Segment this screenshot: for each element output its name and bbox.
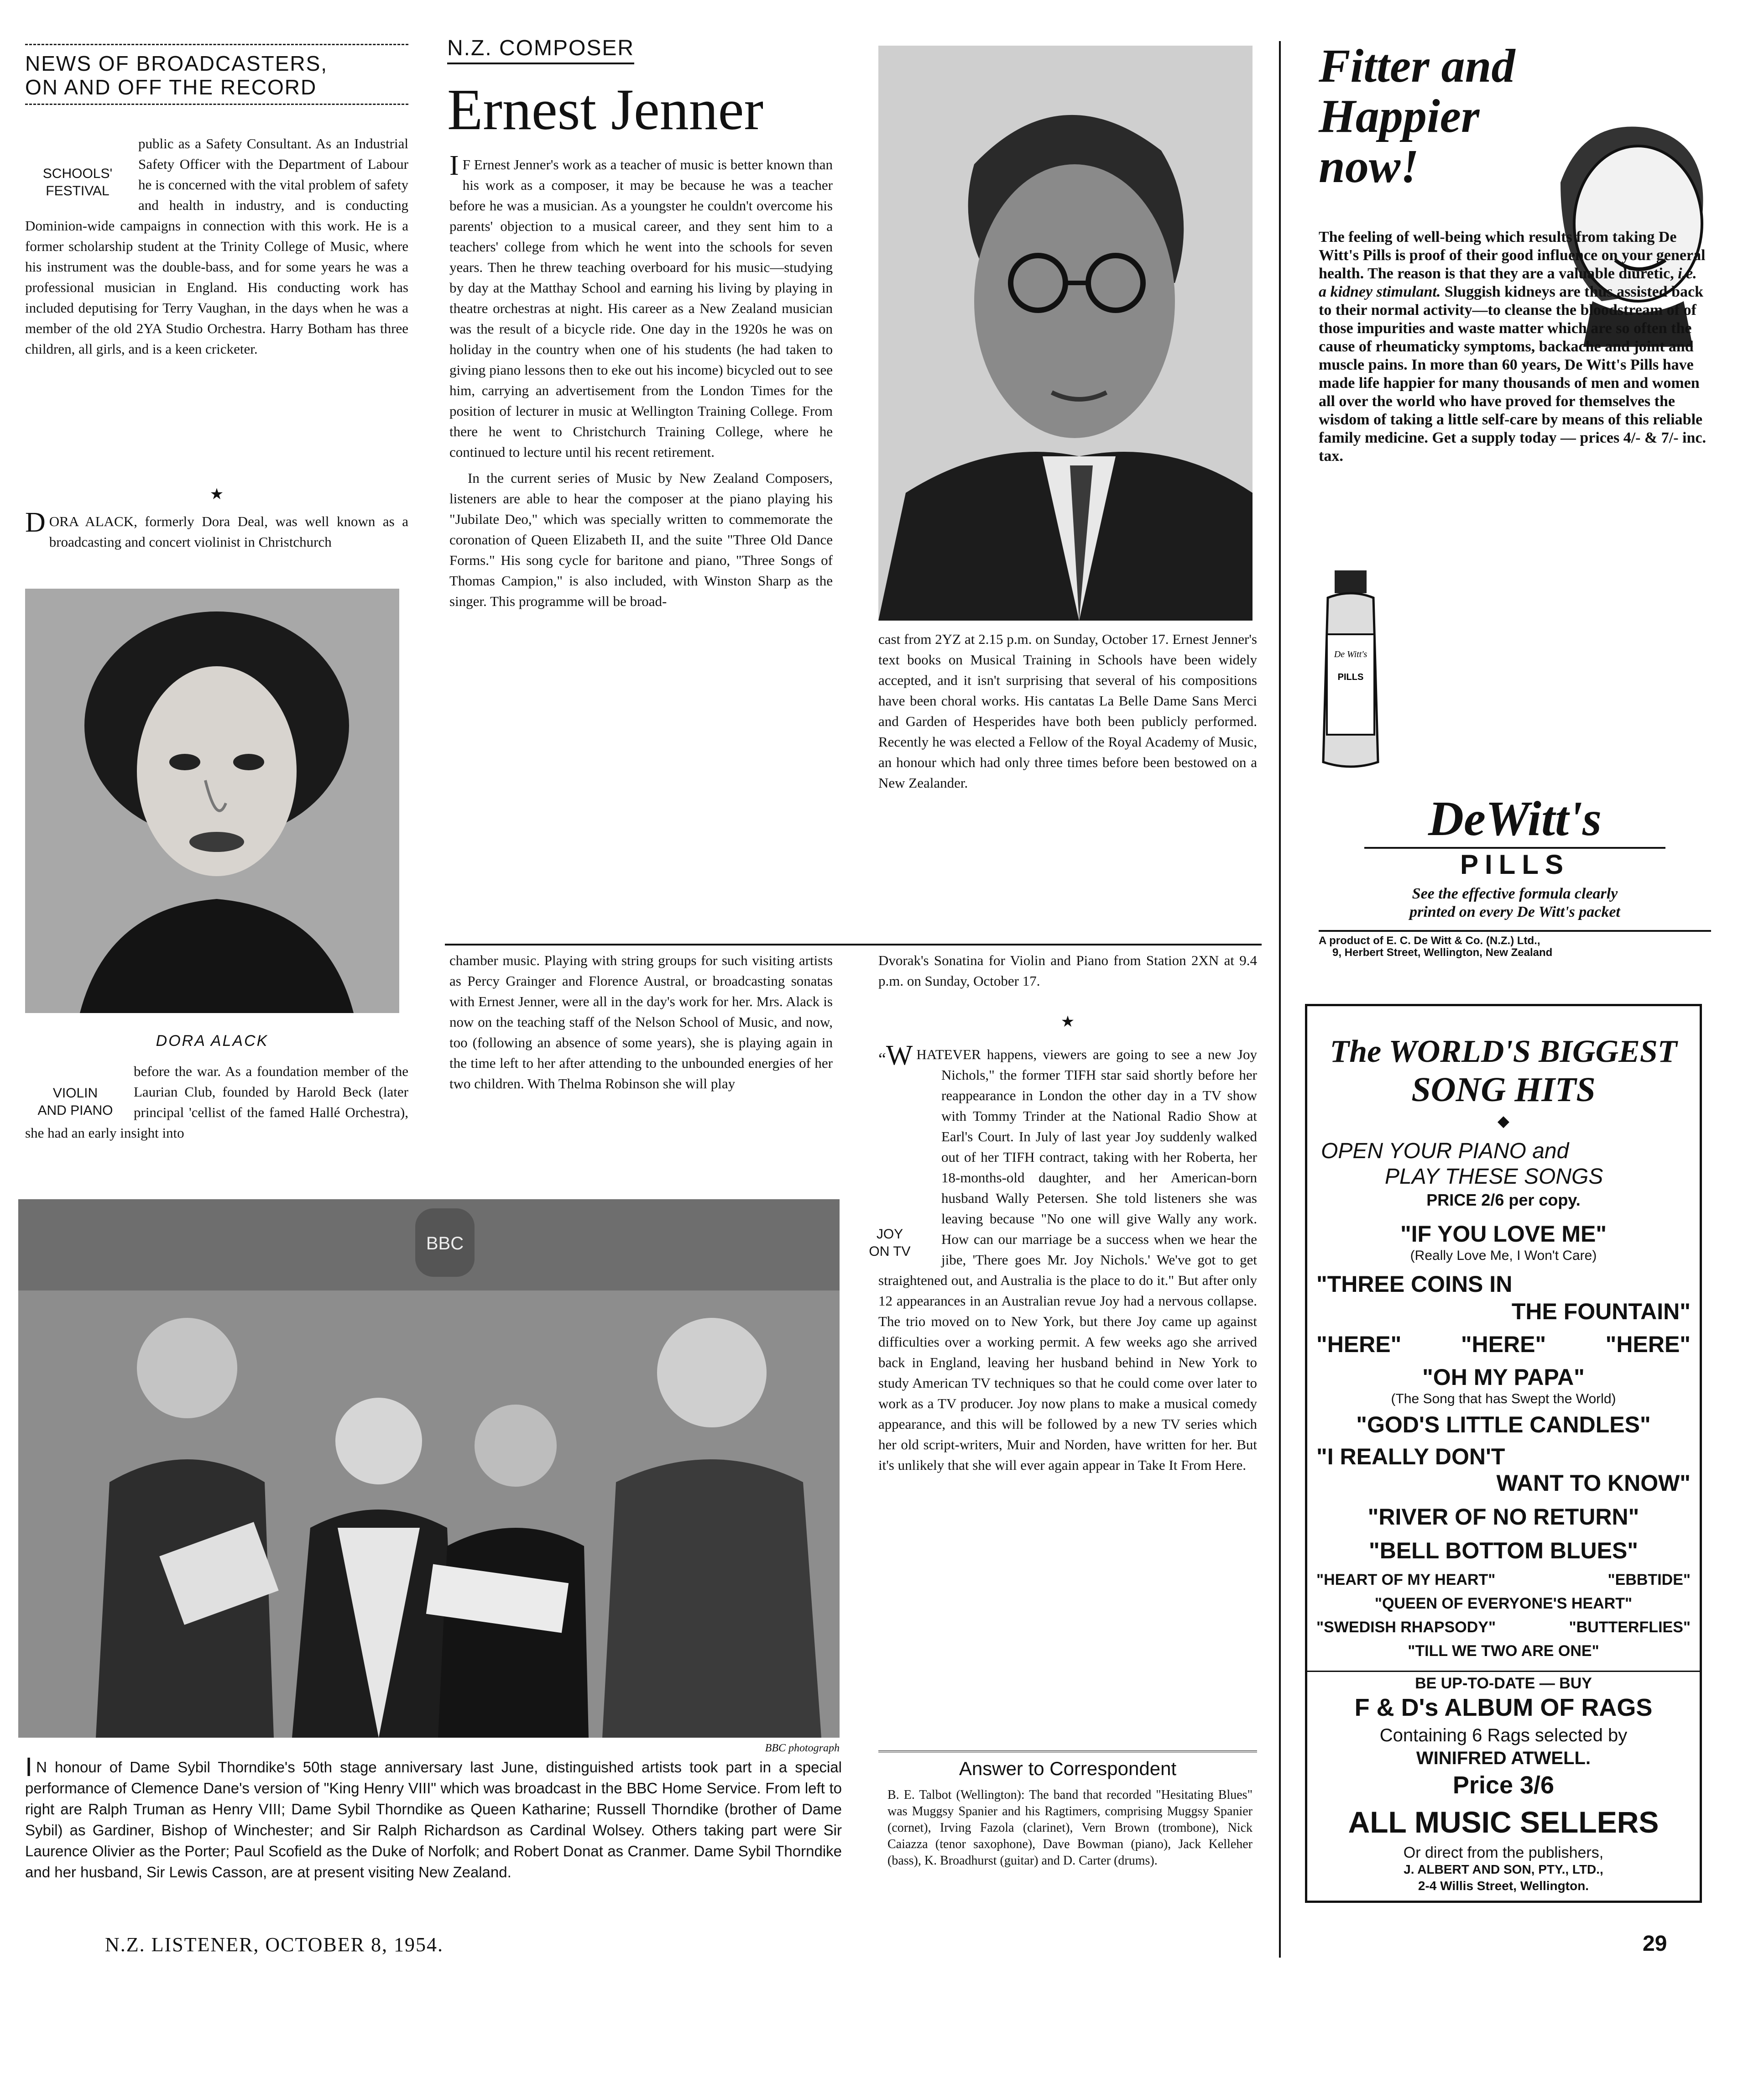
songs-album: F & D's ALBUM OF RAGS — [1354, 1694, 1653, 1721]
song-bell-bottom-blues: "BELL BOTTOM BLUES" — [1368, 1538, 1638, 1563]
song-here-1: "HERE" — [1316, 1332, 1402, 1357]
bbc-photo-credit: BBC photograph — [765, 1742, 840, 1754]
dewitt-logo: DeWitt's — [1428, 792, 1602, 846]
songs-containing: Containing 6 Rags selected by — [1379, 1725, 1628, 1745]
jenner-para2: In the current series of Music by New Zealand Composers, listeners are able to hear the composer at the piano playing his "Jubilate Deo," which was specially written to commemorate the coronation of Queen Elizabeth II, and the suite "Three Old Dance Forms." His song cycle for baritone and piano, "Three Songs of Thomas Campion," is also included, with Winston Sharp as the singer. This programme will be broad- — [449, 470, 833, 609]
bottle-label: PILLS — [1337, 672, 1364, 682]
news-heading-line1: NEWS OF BROADCASTERS, — [25, 52, 328, 75]
jenner-kicker: N.Z. COMPOSER — [447, 36, 634, 64]
correspondent-text: B. E. Talbot (Wellington): The band that recorded "Hesitating Blues" was Muggsy Spanier and his Ragtimers, comprising Muggsy Spanier (cornet), Irving Fazola (clarinet), Vern Brown (trombone), Nick Caiazza (tenor saxophone), Dave Bowman (piano), Jack Kelleher (bass), K. Broadhurst (guitar) and D. Carter (drums). — [887, 1788, 1253, 1868]
song-oh-my-papa-sub: (The Song that has Swept the World) — [1391, 1391, 1616, 1406]
ernest-jenner-photo — [878, 46, 1253, 621]
song-here-3: "HERE" — [1605, 1332, 1691, 1357]
songs-price: PRICE 2/6 per copy. — [1426, 1191, 1581, 1209]
songs-title-1: The WORLD'S BIGGEST — [1330, 1034, 1677, 1069]
songs-open-1: OPEN YOUR PIANO and — [1321, 1139, 1569, 1163]
dora-intro — [25, 507, 408, 552]
joy-text: HATEVER happens, viewers are going to see a new Joy Nichols," the former TIFH star said shortly before her reappearance in London the other day in a TV show with Tommy Trinder at the National Radio Show at Earl's Court. In July of last year Joy suddenly walked out of her TIFH contract, taking with her Roberta, her 18-months-old daughter, and her American-born husband Wally Petersen. She told listeners she was leaving because "No one will give Wally any work. How can our marriage be a success when we hear the jibe, 'There goes Mr. Joy Nichols.' We've got to get straightened out, and Australia is the place to do it." But after only 12 appearances in an Australian revue Joy had a nervous collapse. The trio moved on to New York, but there Joy came up against difficulties over a working permit. A few weeks ago she arrived back in England, leaving her husband behind in New York to study American TV techniques so that he could come over later to work as a TV producer. Joy now plans to make a musical comedy appearance, and this will be followed by a new TV series which her old script-writers, Muir and Norden, have written for her. But it's unlikely that she will ever again appear in Take It From Here. — [878, 1046, 1257, 1473]
songs-up-to-date: BE UP-TO-DATE — BUY — [1307, 1671, 1700, 1693]
jenner-story-cont — [878, 629, 1257, 799]
bbc-group-illustration — [18, 1199, 840, 1738]
song-butterflies: "BUTTERFLIES" — [1569, 1619, 1691, 1636]
correspondent-rule — [878, 1750, 1257, 1752]
schools-festival-label: SCHOOLS' FESTIVAL — [42, 166, 113, 199]
news-heading — [25, 44, 408, 105]
bbc-caption-dropcap: I — [25, 1752, 33, 1782]
footer-masthead: N.Z. LISTENER, OCTOBER 8, 1954. — [105, 1933, 444, 1956]
song-swedish-rhapsody: "SWEDISH RHAPSODY" — [1316, 1619, 1496, 1636]
song-till-we-two-are-one: "TILL WE TWO ARE ONE" — [1408, 1642, 1599, 1660]
dewitt-maker-1: A product of E. C. De Witt & Co. (N.Z.) Ltd., — [1319, 930, 1711, 947]
dora-story-end — [449, 950, 833, 1099]
dewitt-logo-sub: PILLS — [1364, 847, 1665, 880]
ernest-jenner-portrait — [878, 46, 1253, 621]
song-ebbtide: "EBBTIDE" — [1607, 1571, 1691, 1588]
songs-title-2: SONG HITS — [1411, 1071, 1596, 1109]
joy-nichols-story — [869, 1040, 1257, 1475]
songs-open-2: PLAY THESE SONGS — [1385, 1165, 1603, 1189]
jenner-title: Ernest Jenner — [447, 77, 764, 142]
dora-cont-text: chamber music. Playing with string groups for such visiting artists as Percy Grainger and Florence Austral, or broadcasting sonatas with Ernest Jenner, were all in the day's work for her. Mrs. Alack is now on the teaching staff of the Nelson School of Music, and now, too (following an absence of some years), she is playing again in the time left to her after attending to the unbounded energies of her two children. With Thelma Robinson she will play — [449, 952, 833, 1092]
joy-dropcap: “W — [878, 1040, 913, 1071]
bbc-caption-text: N honour of Dame Sybil Thorndike's 50th stage anniversary last June, distinguished artists took part in a special performance of Clemence Dane's version of "King Henry VIII" which was broadcast in the BBC Home Service. From left to right are Ralph Truman as Henry VIII; Dame Sybil Thorndike as Queen Katharine; Russell Thorndike (brother of Dame Sybil) as Gardiner, Bishop of Winchester; and Sir Ralph Richardson as Cardinal Wolsey. Others taking part were Sir Laurence Olivier as the Porter; Paul Scofield as the Duke of Norfolk; and Robert Donat as Cranmer. Dame Sybil Thorndike and her husband, Sir Lewis Casson, are at present visiting New Zealand. — [25, 1759, 842, 1881]
jenner-dropcap: I — [449, 150, 459, 181]
song-gods-little-candles: "GOD'S LITTLE CANDLES" — [1356, 1412, 1651, 1437]
star-divider-1: ★ — [209, 486, 224, 503]
song-really-dont-1: "I REALLY DON'T — [1316, 1444, 1505, 1469]
dewitt-tagline-1: See the effective formula clearly — [1412, 885, 1618, 902]
songs-publisher: J. ALBERT AND SON, PTY., LTD., — [1404, 1862, 1603, 1876]
dewitt-body: The feeling of well-being which results from taking De Witt's Pills is proof of their good influence on your general health. The reason is that they are a valuable diuretic, i.e. a kidney stimulant. Sluggish kidneys are thus assisted back to their normal activity—to cleanse the bloodstream of of those impurities and waste matter which are so often the cause of rheumaticky symptoms, backache and joint and muscle pains. In more than 60 years, De Witt's Pills have made life happier for many thousands of men and women all over the world who have proved for themselves the wisdom of taking a little self-care by means of this reliable family medicine. Get a supply today — prices 4/- & 7/- inc. tax. — [1319, 229, 1707, 465]
dora-alack-caption: DORA ALACK — [156, 1032, 269, 1050]
songs-all-music-sellers: ALL MUSIC SELLERS — [1348, 1805, 1659, 1839]
dewitt-maker-2: 9, Herbert Street, Wellington, New Zealand — [1332, 946, 1553, 959]
dvorak-text: Dvorak's Sonatina for Violin and Piano from Station 2XN at 9.4 p.m. on Sunday, October 17. — [878, 952, 1257, 989]
dora-dropcap: D — [25, 507, 46, 538]
songs-direct: Or direct from the publishers, — [1403, 1844, 1604, 1861]
section-rule — [445, 944, 1262, 946]
dora-story-text: before the war. As a foundation member of the Laurian Club, founded by Harold Beck (later principal 'cellist of the famed Hallé Orchestra), she had an early insight into — [25, 1063, 408, 1141]
dora-story-continued — [25, 1061, 408, 1149]
bbc-caption — [25, 1752, 842, 1883]
song-three-coins-2: THE FOUNTAIN" — [1511, 1299, 1691, 1324]
jenner-para1: F Ernest Jenner's work as a teacher of music is better known than his work as a composer, it may be because he was a teacher before he was a musician. As a youngster he couldn't overcome his parents' objection to a musical career, and they sent him to a teachers' college from which he went into the schools for seven years. Then he threw teaching overboard for his music—studying by day at the Matthay School and earning his living by playing in theatre orchestras at night. His career as a New Zealand musician was the result of a bicycle ride. One day in the 1920s he was on holiday in the country when one of his students (he had taken to giving piano lessons then to eke out his income) bicycled out to see him, carrying an advertisement from the London Times for the position of lecturer in music at Wellington Training College. From there he went to Christchurch Training College, where he continued to lecture until his recent retirement. — [449, 157, 833, 460]
violin-piano-label: VIOLIN AND PIANO — [37, 1086, 113, 1118]
dora-alack-portrait — [25, 589, 399, 1013]
songs-album-price: Price 3/6 — [1452, 1771, 1555, 1799]
song-river-of-no-return: "RIVER OF NO RETURN" — [1367, 1504, 1639, 1530]
bottle-brand: De Witt's — [1334, 649, 1367, 659]
news-heading-line2: ON AND OFF THE RECORD — [25, 75, 317, 99]
song-if-you-love-me: "IF YOU LOVE ME" — [1400, 1221, 1607, 1247]
dora-alack-photo — [25, 589, 399, 1013]
bbc-mic-label: BBC — [426, 1233, 464, 1254]
song-hits-ad — [1305, 1004, 1702, 1903]
dora-intro-text: ORA ALACK, formerly Dora Deal, was well known as a broadcasting and concert violinist in Christchurch — [49, 513, 408, 550]
correspondent-heading: Answer to Correspondent — [959, 1758, 1177, 1779]
song-really-dont-2: WANT TO KNOW" — [1496, 1470, 1691, 1496]
jenner-para3: cast from 2YZ at 2.15 p.m. on Sunday, October 17. Ernest Jenner's text books on Musical Training in Schools have been widely accepted, and it isn't surprising that several of his compositions have been choral works. His cantatas La Belle Dame Sans Merci and Garden of Hesperides have both been publicly performed. Recently he was elected a Fellow of the Royal Academy of Music, an honour which had only three times before been bestowed on a New Zealander. — [878, 631, 1257, 791]
songs-winifred: WINIFRED ATWELL. — [1416, 1748, 1591, 1768]
dewitt-headline-1: Fitter and — [1319, 40, 1515, 92]
song-if-you-love-me-sub: (Really Love Me, I Won't Care) — [1410, 1248, 1597, 1263]
joy-on-tv-label: JOY ON TV — [869, 1227, 911, 1259]
star-divider-2: ★ — [1060, 1013, 1075, 1030]
column-rule — [1279, 41, 1281, 1958]
dewitt-ad — [1310, 40, 1720, 959]
song-three-coins-1: "THREE COINS IN — [1316, 1271, 1513, 1297]
songs-address: 2-4 Willis Street, Wellington. — [1418, 1879, 1589, 1893]
diamond-icon: ◆ — [1497, 1113, 1510, 1130]
song-queen-of-everyones-heart: "QUEEN OF EVERYONE'S HEART" — [1374, 1595, 1633, 1612]
harry-botham-story — [25, 133, 408, 365]
song-here-2: "HERE" — [1461, 1332, 1546, 1357]
dvorak-note — [878, 950, 1257, 997]
page-number: 29 — [1643, 1932, 1667, 1956]
harry-botham-text: public as a Safety Consultant. As an Industrial Safety Officer with the Department of Labour he is concerned with the vital problem of safety and health in industry, and is conducting Dominion-wide campaigns in connection with this work. He is a former scholarship student at the Trinity College of Music, where his instrument was the double-bass, and for some years he was a professional musician in England. His conducting work has included deputising for Terry Vaughan, in the days when he was a member of the old 2YA Studio Orchestra. Harry Botham has three children, all girls, and is a keen cricketer. — [25, 136, 408, 357]
dewitt-headline-2: Happier — [1319, 90, 1480, 142]
jenner-story — [449, 150, 833, 617]
song-heart-of-my-heart: "HEART OF MY HEART" — [1316, 1571, 1496, 1588]
dewitt-headline-3: now! — [1319, 140, 1419, 193]
bbc-group-photo — [18, 1199, 840, 1738]
song-oh-my-papa: "OH MY PAPA" — [1422, 1364, 1585, 1390]
dewitt-tagline-2: printed on every De Witt's packet — [1409, 904, 1620, 920]
pill-bottle-icon — [1319, 570, 1383, 771]
